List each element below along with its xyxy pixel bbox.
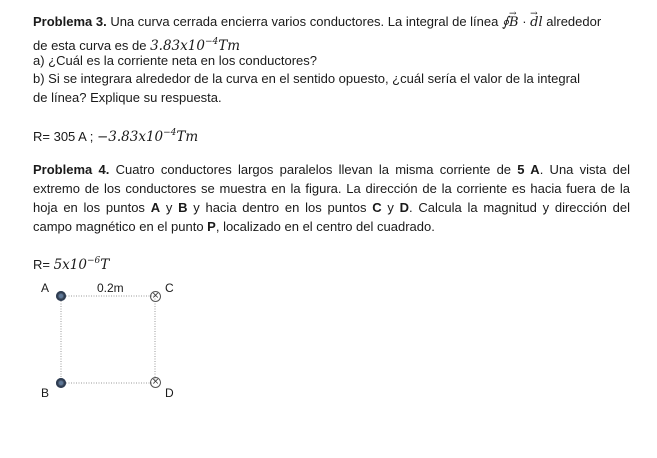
p4-text-1a: Cuatro conductores largos paralelos llevan la misma corriente de bbox=[109, 162, 518, 177]
p3-unit: Tm bbox=[218, 38, 241, 54]
vector-B: → B bbox=[509, 14, 519, 32]
p4-answer-exponent: −6 bbox=[86, 256, 101, 266]
label-C: C bbox=[165, 281, 174, 295]
p3-heading: Problema 3. bbox=[33, 14, 107, 29]
side-length-label: 0.2m bbox=[97, 281, 124, 295]
p4-text-3i: . Calcula la magnitud y dirección del bbox=[409, 200, 630, 215]
p3-question-b1: b) Si se integrara alrededor de la curva en el sentido opuesto, ¿cuál sería el valor de la integral bbox=[33, 71, 581, 86]
p3-line2-text: de esta curva es de bbox=[33, 38, 151, 53]
p4-point-D: D bbox=[399, 200, 410, 215]
p4-point-C: C bbox=[372, 200, 382, 215]
p4-text-3c: y bbox=[160, 200, 179, 215]
p4-heading: Problema 4. bbox=[33, 162, 110, 177]
p4-text-1c: . Una vista del bbox=[539, 162, 630, 177]
p3-answer-unit: Tm bbox=[176, 129, 199, 145]
conductor-B-out-icon bbox=[56, 378, 66, 388]
p4-answer-unit: T bbox=[100, 257, 110, 273]
p4-line2: extremo de los conductores se muestra en la figura. La dirección de la corriente es hacia fuera de la bbox=[33, 181, 630, 196]
label-A: A bbox=[41, 281, 50, 295]
p4-point-P: P bbox=[207, 219, 216, 234]
label-B: B bbox=[41, 386, 50, 400]
p4-text-4c: , localizado en el centro del cuadrado. bbox=[215, 219, 435, 234]
oint-symbol: ∮ bbox=[501, 14, 510, 30]
p4-text-4a: campo magnético en el punto bbox=[33, 219, 208, 234]
conductor-D-in-icon: × bbox=[151, 377, 160, 387]
p4-text-3e: y hacia dentro en los puntos bbox=[187, 200, 373, 215]
p4-text-3a: hoja en los puntos bbox=[33, 200, 151, 215]
p4-point-A: A bbox=[150, 200, 161, 215]
p3-exponent: −4 bbox=[204, 37, 219, 47]
p3-value: 3.83x10 bbox=[150, 38, 205, 54]
vector-dl: → dl bbox=[530, 14, 542, 32]
p4-text-3g: y bbox=[381, 200, 400, 215]
p3-answer-exponent: −4 bbox=[163, 128, 177, 138]
dot-product: · bbox=[518, 14, 531, 29]
p3-question-b2: de línea? Explique su respuesta. bbox=[33, 90, 222, 105]
p3-answer-value: −3.83x10 bbox=[96, 129, 164, 145]
conductor-C-in-icon: × bbox=[151, 291, 160, 301]
p3-intro: Una curva cerrada encierra varios conductores. La integral de línea bbox=[106, 14, 502, 29]
p3-answer-text: R= 305 A ; bbox=[33, 129, 97, 144]
p3-question-a: a) ¿Cuál es la corriente neta en los conductores? bbox=[33, 53, 317, 68]
p4-answer-text: R= bbox=[33, 257, 54, 272]
conductor-A-out-icon bbox=[56, 291, 66, 301]
p4-point-B: B bbox=[178, 200, 188, 215]
p3-intro-end: alrededor bbox=[542, 14, 602, 29]
label-D: D bbox=[165, 386, 174, 400]
p4-answer-value: 5x10 bbox=[53, 257, 87, 273]
p4-current: 5 A bbox=[517, 162, 540, 177]
